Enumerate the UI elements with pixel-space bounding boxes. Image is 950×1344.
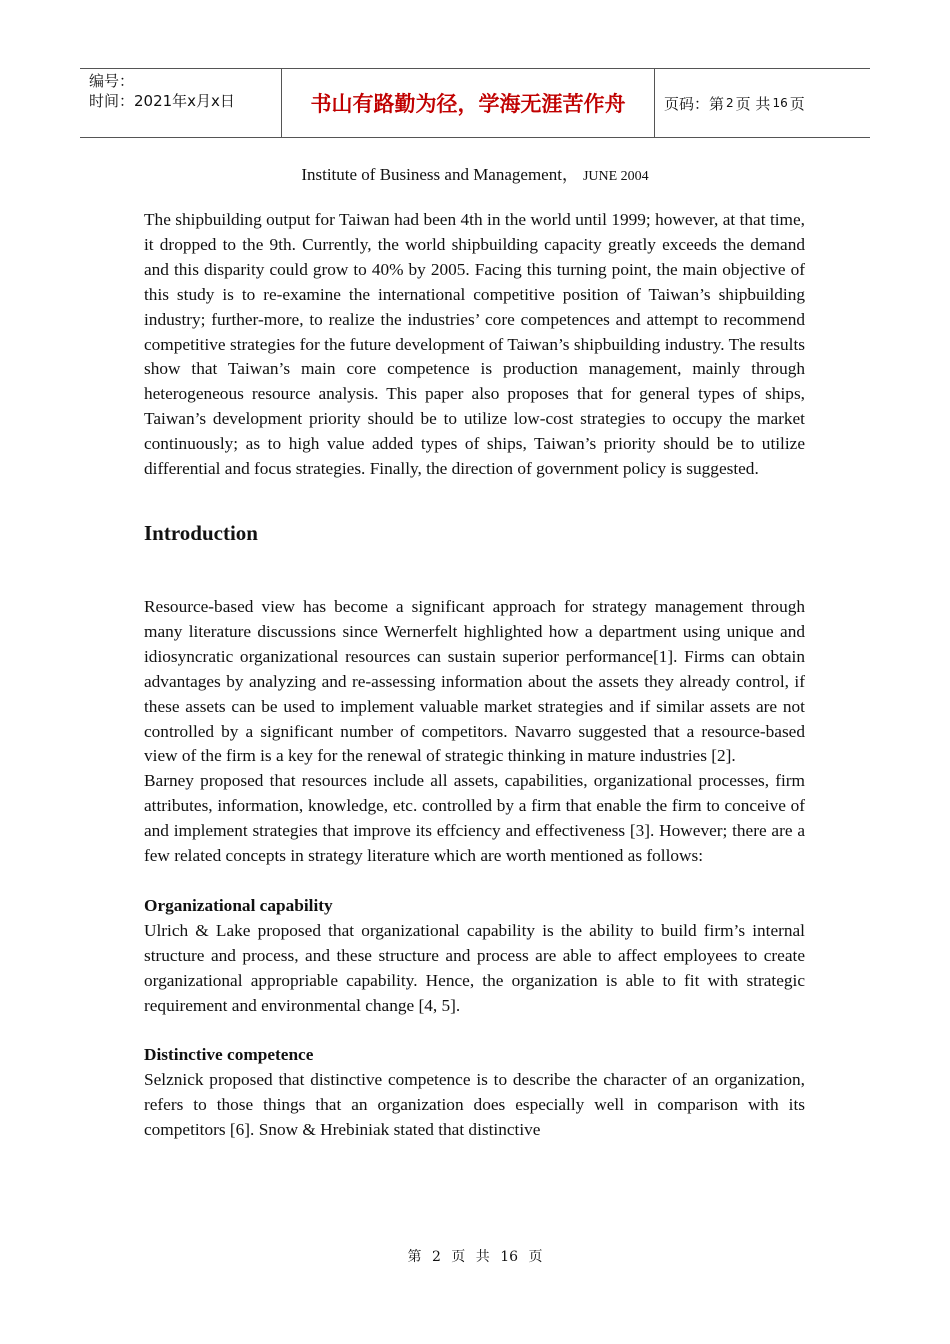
- document-body: [144, 208, 805, 1143]
- header-motto: 书山有路勤为径，学海无涯苦作舟: [282, 69, 655, 137]
- header-page-number: [655, 69, 870, 137]
- page-prefix: 页码：第: [664, 94, 725, 113]
- page-current: 2: [726, 96, 734, 110]
- header-meta: [80, 69, 282, 137]
- distinctive-competence-paragraph: Selznick proposed that distinctive competence is to describe the character of an organization, refers to those things that an organization does especially well in comparison with its competitors [6]. Snow & Hrebiniak stated that distinctive: [144, 1070, 805, 1140]
- running-subtitle: [0, 160, 950, 185]
- page-mid: 页 共: [735, 94, 771, 113]
- abstract-paragraph: The shipbuilding output for Taiwan had been 4th in the world until 1999; however, at that time, it dropped to the 9th. Currently, the world shipbuilding capacity greatly exceeds the demand and this disparity could grow to 40% by 2005. Facing this turning point, the main objective of this study is to re-examine the international competitive position of Taiwan’s shipbuilding industry; further-more, to realize the industries’ core competences and attempt to recommend competitive strategies for the future development of Taiwan’s shipbuilding industry. The results show that Taiwan’s main core competence is production management, mainly through heterogeneous resource analysis. This paper also proposes that for general types of ships, Taiwan’s development priority should be to utilize low-cost strategies to occupy the market continuously; as to high value added types of ships, Taiwan’s priority should be to utilize differential and focus strategies. Finally, the direction of government policy is suggested.: [144, 210, 805, 479]
- org-capability-paragraph: Ulrich & Lake proposed that organizational capability is the ability to build firm’s internal structure and process, and these structure and process are able to affect employees to create organizational appropriable capability. Hence, the organization is able to fit with strategic requirement and environmental change [4, 5].: [144, 920, 805, 1015]
- page-suffix: 页: [789, 94, 805, 113]
- page-total: 16: [772, 96, 788, 110]
- introduction-paragraph-1: Resource-based view has become a significant approach for strategy management through many literature discussions since Wernerfelt highlighted how a department using unique and idiosyncratic organizational resources can sustain superior performance[1]. Firms can obtain advantages by analyzing and re-assessing information about the assets they already control, if these assets can be used to implement valuable market strategies and if similar assets are not controlled by a significant number of competitors. Navarro suggested that a resource-based view of the firm is a key for the renewal of strategic thinking in mature industries [2].: [144, 596, 805, 766]
- introduction-heading: Introduction: [144, 520, 258, 545]
- page-footer: 第 2 页 共 16 页: [407, 1249, 543, 1265]
- publication-date: JUNE 2004: [582, 169, 649, 184]
- date-label: 时间：2021年x月x日: [89, 92, 235, 110]
- institute-name: Institute of Business and Management，: [301, 165, 579, 184]
- serial-label: 编号：: [89, 72, 135, 90]
- distinctive-competence-heading: Distinctive competence: [144, 1045, 314, 1065]
- page-header: [80, 68, 870, 138]
- org-capability-heading: Organizational capability: [144, 895, 333, 915]
- introduction-paragraph-2: Barney proposed that resources include all assets, capabilities, organizational processes, firm attributes, information, knowledge, etc. controlled by a firm that enable the firm to conceive of and implement strategies that improve its effciency and effectiveness [3]. However; there are a few related concepts in strategy literature which are worth mentioned as follows:: [144, 771, 805, 866]
